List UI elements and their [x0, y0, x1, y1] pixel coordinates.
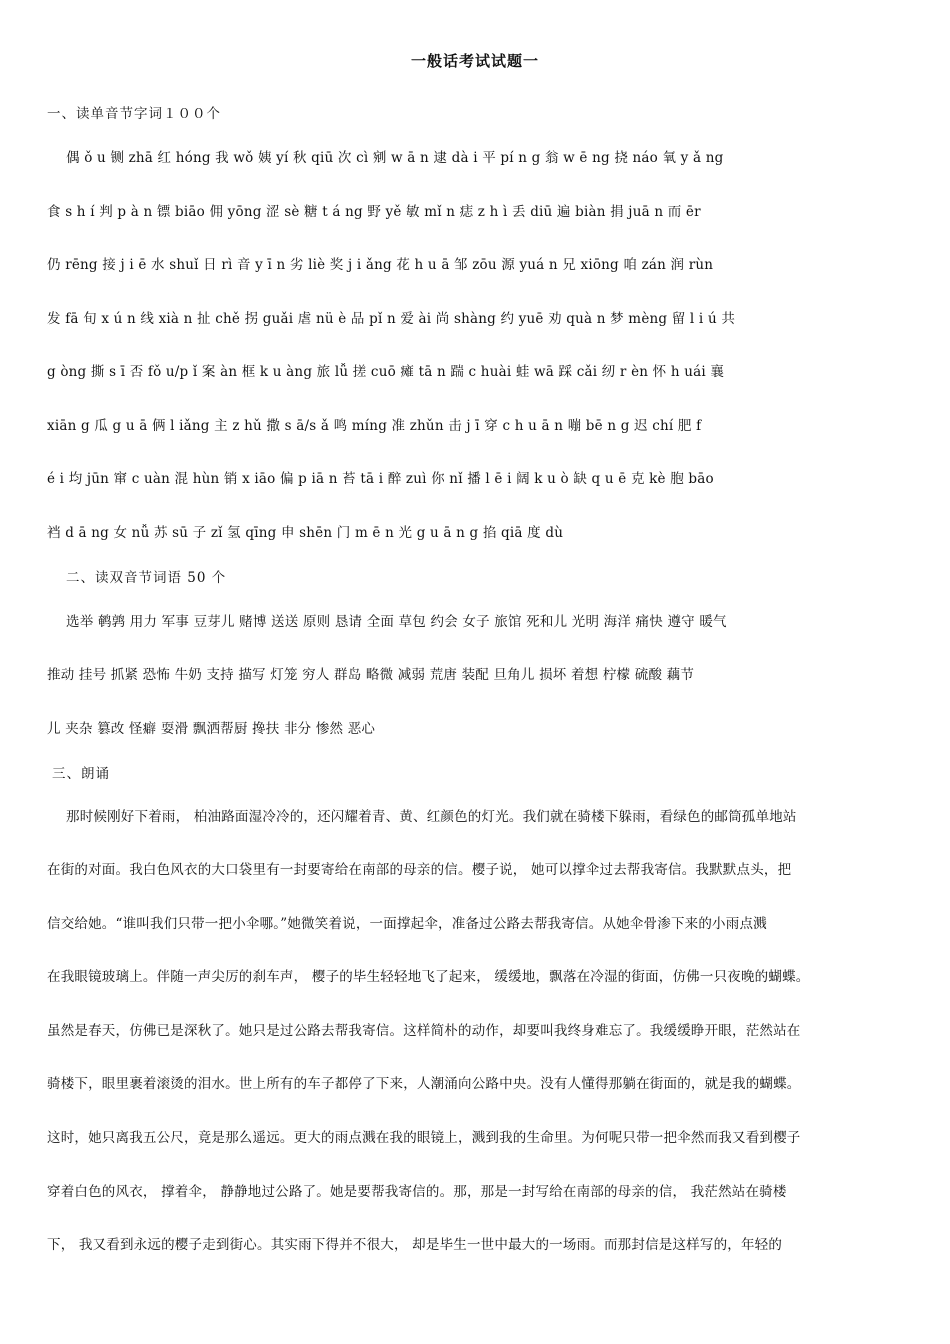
reading-line-4: 在我眼镜玻璃上。伴随一声尖厉的刹车声， 樱子的毕生轻轻地飞了起来， 缓缓地，飘落在冷湿的街面，仿佛一只夜晚的蝴蝶。 [47, 969, 810, 985]
section2-line-1: 选举 鹌鹑 用力 军事 豆芽儿 赌博 送送 原则 恳请 全面 草包 约会 女子 旅馆 死和儿 光明 海洋 痛快 遵守 暖气 [66, 614, 727, 630]
reading-line-1: 那时候刚好下着雨， 柏油路面湿冷冷的，还闪耀着青、黄、红颜色的灯光。我们就在骑楼下躲雨，看绿色的邮筒孤单地站 [66, 809, 797, 825]
reading-line-6: 骑楼下，眼里裹着滚烫的泪水。世上所有的车子都停了下来，人潮涌向公路中央。没有人懂得那躺在街面的，就是我的蝴蝶。 [47, 1076, 801, 1092]
section3-heading: 三、朗诵 [52, 766, 110, 782]
section1-line-3: 仍 rēng 接 j i ē 水 shuǐ 日 rì 音 y ī n 劣 liè 奖 j i ǎng 花 h u ā 邹 zōu 源 yuá n 兄 xiōng 咱 zán 润 rùn [47, 257, 714, 273]
section1-line-7: é i 均 jūn 窜 c uàn 混 hùn 销 x iāo 偏 p iā n 苔 tā i 醉 zuì 你 nǐ 播 l ē i 阔 k u ò 缺 q u ē 克 kè 胞 bāo [47, 471, 714, 487]
section1-line-8: 裆 d ā ng 女 nǚ 苏 sū 子 zǐ 氢 qīng 申 shēn 门 m ē n 光 g u ā n g 掐 qiā 度 dù [47, 525, 564, 541]
reading-line-5: 虽然是春天，仿佛已是深秋了。她只是过公路去帮我寄信。这样简朴的动作，却要叫我终身难忘了。我缓缓睁开眼，茫然站在 [47, 1023, 801, 1039]
reading-line-9: 下， 我又看到永远的樱子走到街心。其实雨下得并不很大， 却是毕生一世中最大的一场雨。而那封信是这样写的，年轻的 [47, 1237, 783, 1253]
section2-line-2: 推动 挂号 抓紧 恐怖 牛奶 支持 描写 灯笼 穷人 群岛 略微 减弱 荒唐 装配 旦角儿 损坏 着想 柠檬 硫酸 藕节 [47, 667, 695, 683]
reading-line-2: 在街的对面。我白色风衣的大口袋里有一封要寄给在南部的母亲的信。樱子说， 她可以撑伞过去帮我寄信。我默默点头，把 [47, 862, 792, 878]
section1-line-1: 偶 ǒ u 铡 zhā 红 hóng 我 wǒ 姨 yí 秋 qiū 次 cì 剜 w ā n 逮 dà i 平 pí n g 翁 w ē ng 挠 náo 氧 y ǎ ng [66, 150, 724, 166]
section1-heading: 一、读单音节字词１００个 [47, 106, 221, 122]
section2-line-3: 儿 夹杂 篡改 怪癖 耍滑 飘洒帮厨 搀扶 非分 惨然 恶心 [47, 721, 376, 737]
reading-line-3: 信交给她。“谁叫我们只带一把小伞哪。”她微笑着说，一面撑起伞，准备过公路去帮我寄信。从她伞骨渗下来的小雨点溅 [47, 916, 767, 932]
section2-heading: 二、读双音节词语 50 个 [66, 570, 227, 586]
reading-line-8: 穿着白色的风衣， 撑着伞， 静静地过公路了。她是要帮我寄信的。那，那是一封写给在南部的母亲的信， 我茫然站在骑楼 [47, 1184, 787, 1200]
document-title: 一般话考试试题一 [410, 52, 539, 70]
section1-line-4: 发 fā 旬 x ú n 线 xià n 扯 chě 拐 guǎi 虐 nü è 品 pǐ n 爱 ài 尚 shàng 约 yuē 劝 quà n 梦 mèng 留 l i ú 共 [47, 311, 736, 327]
section1-line-5: g òng 撕 s ī 否 fǒ u/p ǐ 案 àn 框 k u àng 旅 lǚ 搓 cuō 瘫 tā n 踹 c huài 蛙 wā 踩 cǎi 纫 r èn 怀 h uái 襄 [47, 364, 725, 380]
section1-line-2: 食 s h í 判 p à n 镖 biāo 佣 yōng 涩 sè 糖 t á ng 野 yě 敏 mǐ n 痣 z h ì 丢 diū 遍 biàn 捐 juā n 而 ēr [47, 204, 701, 220]
section1-line-6: xiān g 瓜 g u ā 俩 l iǎng 主 z hǔ 撒 s ā/s ǎ 鸣 míng 准 zhǔn 击 j ī 穿 c h u ā n 嘣 bē n g 迟 chí 肥 f [47, 418, 702, 434]
reading-line-7: 这时，她只离我五公尺，竟是那么遥远。更大的雨点溅在我的眼镜上，溅到我的生命里。为何呢只带一把伞然而我又看到樱子 [47, 1130, 801, 1146]
